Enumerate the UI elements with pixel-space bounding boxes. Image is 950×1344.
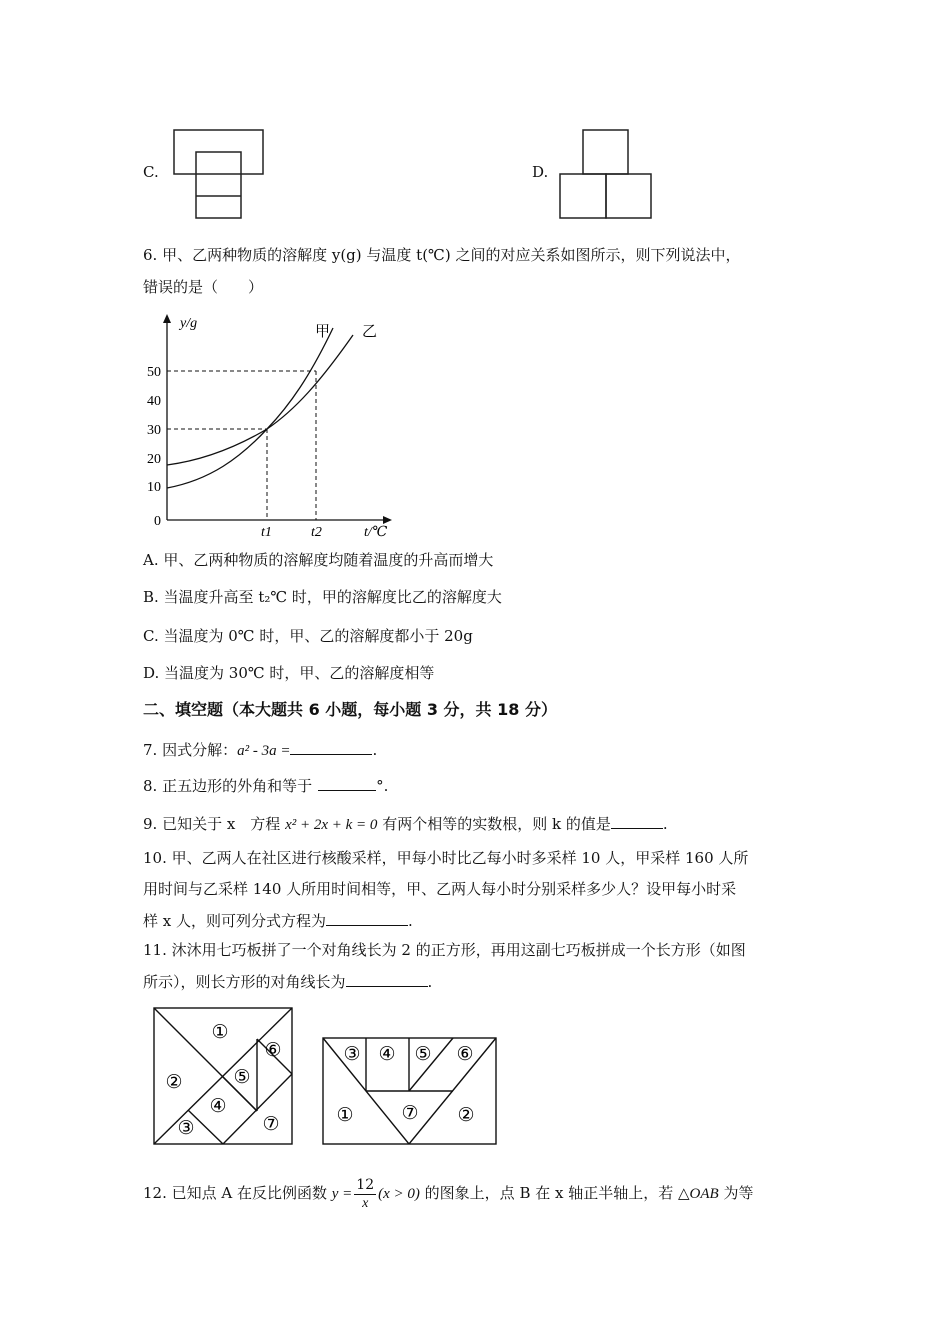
q7-answer-blank[interactable]: [290, 738, 372, 755]
ytick-0: 0: [154, 514, 161, 529]
q9: [143, 812, 668, 836]
rect-piece-1: ①: [336, 1105, 354, 1126]
ytick-20: 20: [147, 452, 161, 467]
rect-piece-5: ⑤: [414, 1044, 432, 1065]
option-d-label: D.: [532, 163, 549, 181]
q10-answer-blank[interactable]: [326, 909, 408, 926]
q12-frac-den: x: [362, 1195, 369, 1211]
rect-piece-7: ⑦: [401, 1103, 419, 1124]
q8-answer-blank[interactable]: [318, 774, 376, 791]
ytick-10: 10: [147, 480, 161, 495]
q7-prefix: 7. 因式分解：: [143, 741, 238, 759]
q9-expr: x² + 2x + k = 0: [285, 817, 378, 833]
xtick-t2: t2: [311, 525, 322, 540]
q9-answer-blank[interactable]: [611, 812, 663, 829]
q7: [143, 738, 377, 762]
q10-line3: [143, 909, 413, 932]
curve-yi: [167, 335, 353, 465]
q6-option-a: A. 甲、乙两种物质的溶解度均随着温度的升高而增大: [143, 551, 494, 569]
q12-prefix: 12. 已知点 A 在反比例函数: [143, 1184, 332, 1202]
x-axis-label: t/℃: [364, 525, 388, 540]
rect-piece-4: ④: [378, 1044, 396, 1065]
q11-line2: [143, 970, 432, 993]
rect-piece-3: ③: [343, 1044, 361, 1065]
q7-end: .: [372, 741, 378, 759]
xtick-t1: t1: [261, 525, 272, 540]
tangram-square: [150, 1004, 296, 1148]
q12-fraction: [354, 1177, 376, 1212]
ytick-40: 40: [147, 394, 161, 409]
q10-end: .: [408, 912, 413, 930]
q12-mid: 的图象上，点 B 在 x 轴正半轴上，若: [419, 1184, 678, 1202]
sq-piece-5: ⑤: [233, 1067, 251, 1088]
label-yi: 乙: [362, 324, 378, 340]
q12-triangle: △OAB: [678, 1186, 719, 1202]
sq-piece-2: ②: [165, 1072, 183, 1093]
q10-line2: 用时间与乙采样 140 人所用时间相等，甲、乙两人每小时分别采样多少人？设甲每小时采: [143, 880, 737, 898]
tangram-rectangle: [318, 1034, 502, 1148]
q12: 12. 已知点 A 在反比例函数 y = $\frac{12}{x}$ (x > 0) 的图象上，点 B 在 x 轴正半轴上，若 △OAB 为等: [143, 1176, 754, 1211]
q9-end: .: [662, 815, 668, 833]
q8-end: °.: [376, 777, 389, 795]
q10-line3-text: 样 x 人，则可列分式方程为: [143, 912, 326, 930]
sq-piece-1: ①: [211, 1022, 229, 1043]
rect-piece-6: ⑥: [456, 1044, 474, 1065]
option-d-figure: [556, 126, 656, 222]
q11-line2-text: 所示），则长方形的对角线长为: [143, 973, 346, 991]
sq-piece-3: ③: [177, 1118, 195, 1139]
q6-option-d: D. 当温度为 30℃ 时，甲、乙的溶解度相等: [143, 664, 435, 682]
sq-piece-6: ⑥: [264, 1040, 282, 1061]
q11-end: .: [427, 973, 433, 991]
q11-answer-blank[interactable]: [346, 970, 428, 987]
q6-line1: 6. 甲、乙两种物质的溶解度 y(g) 与温度 t(℃) 之间的对应关系如图所示，则下列说法中，: [143, 246, 741, 264]
rect-piece-2: ②: [457, 1105, 475, 1126]
sq-piece-7: ⑦: [262, 1114, 280, 1135]
x-axis-arrow: [383, 516, 392, 524]
q8-prefix: 8. 正五边形的外角和等于: [143, 777, 313, 795]
q6-line2: 错误的是（ ）: [143, 278, 264, 296]
q12-cond: (x > 0): [378, 1186, 420, 1202]
q12-end: 为等: [718, 1184, 754, 1202]
solubility-graph: [140, 310, 400, 542]
curve-jia: [167, 328, 333, 488]
q12-frac-num: 12: [356, 1176, 375, 1193]
q11-line1: 11. 沐沐用七巧板拼了一个对角线长为 2 的正方形，再用这副七巧板拼成一个长方形（如图: [143, 941, 746, 959]
sq-piece-4: ④: [209, 1096, 227, 1117]
section2-heading: 二、填空题（本大题共 6 小题，每小题 3 分，共 18 分）: [143, 700, 557, 719]
q10-line1: 10. 甲、乙两人在社区进行核酸采样，甲每小时比乙每小时多采样 10 人，甲采样 160 人所: [143, 849, 749, 867]
q9-prefix: 9. 已知关于 x 方程: [143, 815, 286, 833]
y-axis-arrow: [163, 314, 171, 323]
q8: [143, 774, 388, 797]
label-jia: 甲: [315, 324, 331, 340]
option-c-figure: [168, 126, 268, 222]
ytick-50: 50: [147, 365, 161, 380]
q9-mid: 有两个相等的实数根，则 k 的值是: [377, 815, 611, 833]
q6-option-b: B. 当温度升高至 t₂℃ 时，甲的溶解度比乙的溶解度大: [143, 588, 502, 606]
q7-expr: a² - 3a =: [237, 743, 291, 759]
ytick-30: 30: [147, 423, 161, 438]
option-c-label: C.: [143, 163, 159, 181]
q6-option-c: C. 当温度为 0℃ 时，甲、乙的溶解度都小于 20g: [143, 627, 473, 645]
y-axis-label: y/g: [180, 316, 198, 331]
